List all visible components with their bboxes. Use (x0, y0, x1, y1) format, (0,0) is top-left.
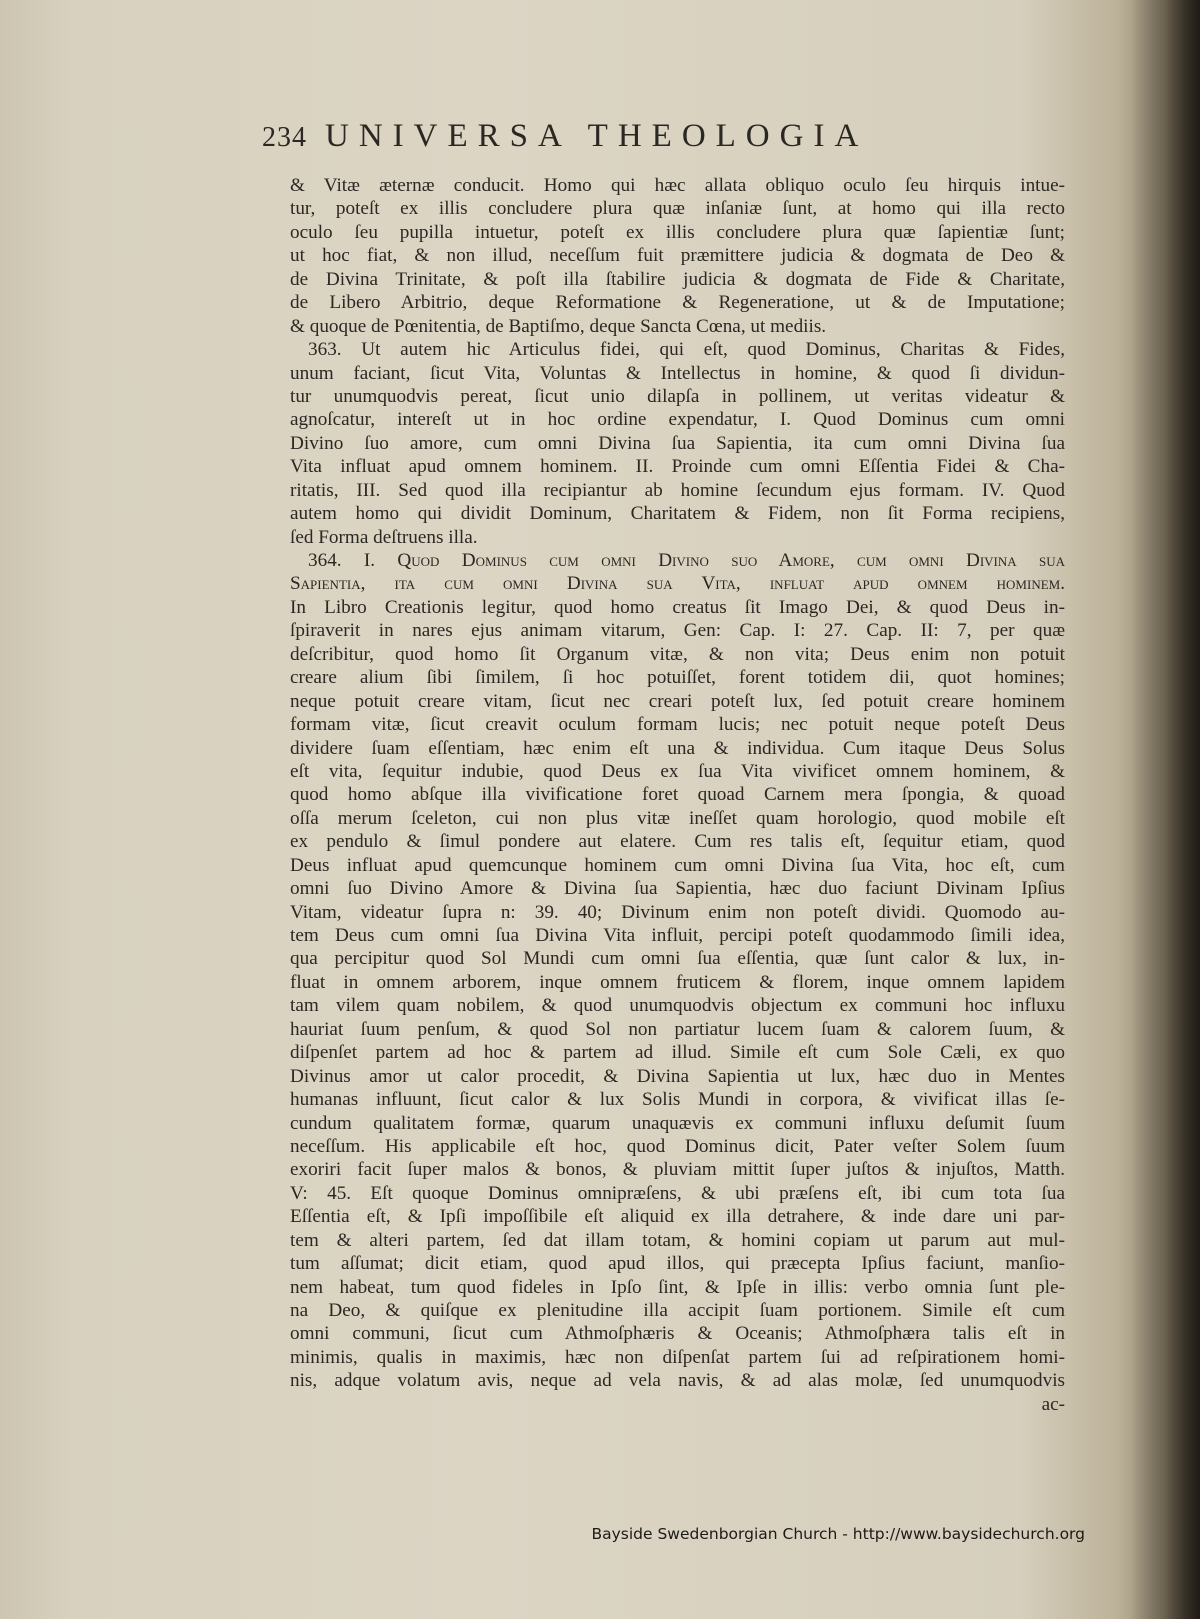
text-line: diſpenſet partem ad hoc & partem ad illud. Simile eſt cum Sole Cæli, ex quo (290, 1042, 1065, 1064)
text-line: Sapientia, ita cum omni Divina sua Vita, influat apud omnem hominem. (290, 573, 1065, 595)
text-line: agnoſcatur, intereſt ut in hoc ordine expendatur, I. Quod Dominus cum omni (290, 409, 1065, 431)
text-line: V: 45. Eſt quoque Dominus omnipræſens, & ubi præſens eſt, ibi cum tota ſua (290, 1182, 1065, 1204)
text-line: cundum qualitatem formæ, quarum unaquævis ex communi influxu deſumit ſuum (290, 1112, 1065, 1134)
page-header (262, 118, 1022, 164)
catchword: ac- (1041, 1393, 1065, 1415)
text-line: neceſſum. His applicabile eſt hoc, quod Dominus dicit, Pater veſter Solem ſuum (290, 1135, 1065, 1157)
text-line: humanas influunt, ſicut calor & lux Solis Mundi in corpora, & vivificat illas ſe- (290, 1089, 1065, 1111)
text-line: ſpiraverit in nares ejus animam vitarum, Gen: Cap. I: 27. Cap. II: 7, per quæ (290, 620, 1065, 642)
text-line: exoriri facit ſuper malos & bonos, & pluviam mittit ſuper juſtos & injuſtos, Matth. (290, 1159, 1065, 1181)
text-line: qua percipitur quod Sol Mundi cum omni ſua eſſentia, quæ ſunt calor & lux, in- (290, 948, 1065, 970)
text-line: & Vitæ æternæ conducit. Homo qui hæc allata obliquo oculo ſeu hirquis intue- (290, 175, 1065, 196)
text-line: ritatis, III. Sed quod illa recipiantur ab homine ſecundum ejus formam. IV. Quod (290, 479, 1065, 501)
text-line: Divinus amor ut calor procedit, & Divina Sapientia ut lux, hæc duo in Mentes (290, 1065, 1065, 1087)
text-line: hauriat ſuum penſum, & quod Sol non partiatur lucem ſuam & calorem ſuum, & (290, 1018, 1065, 1040)
text-line: nem habeat, tum quod fideles in Ipſo ſint, & Ipſe in illis: verbo omnia ſunt ple- (290, 1276, 1065, 1298)
text-line: de Divina Trinitate, & poſt illa ſtabilire judicia & dogmata de Fide & Charitate, (290, 268, 1065, 290)
text-line: tam vilem quam nobilem, & quod unumquodvis objectum ex communi hoc influxu (290, 995, 1065, 1017)
text-line: de Libero Arbitrio, deque Reformatione & Regeneratione, ut & de Imputatione; (290, 292, 1065, 314)
text-line: na Deo, & quiſque ex plenitudine illa accipit ſuam portionem. Simile eſt cum (290, 1300, 1065, 1321)
text-line: tem & alteri partem, ſed dat illam totam, & homini copiam ut parum aut mul- (290, 1229, 1065, 1251)
body-text (290, 174, 1065, 1416)
text-line: fluat in omnem arborem, inque omnem fruticem & florem, inque omnem lapidem (290, 971, 1065, 993)
text-line: tem Deus cum omni ſua Divina Vita influit, percipi poteſt quodammodo ſimili idea, (290, 925, 1065, 946)
page-gutter-shadow (1130, 0, 1200, 1619)
text-line: tur, poteſt ex illis concludere plura quæ inſaniæ ſunt, at homo qui illa recto (290, 198, 1065, 220)
text-line: ut hoc fiat, & non illud, neceſſum fuit præmittere judicia & dogmata de Deo & (290, 245, 1065, 267)
watermark-credit: Bayside Swedenborgian Church - http://www.baysidechurch.org (591, 1525, 1085, 1543)
text-line: & quoque de Pœnitentia, de Baptiſmo, deque Sancta Cœna, ut mediis. (290, 315, 827, 337)
running-head: UNIVERSA THEOLOGIA (325, 118, 869, 154)
text-line: deſcribitur, quod homo ſit Organum vitæ, & non vita; Deus enim non potuit (290, 643, 1065, 665)
text-line: minimis, qualis in maximis, hæc non diſpenſat partem ſui ad reſpirationem homi- (290, 1346, 1065, 1368)
text-line: nis, adque volatum avis, neque ad vela navis, & ad alas molæ, ſed unumquodvis (290, 1370, 1065, 1392)
text-line: Eſſentia eſt, & Ipſi impoſſibile eſt aliquid ex illa detrahere, & inde dare uni par- (290, 1206, 1065, 1228)
text-line: dividere ſuam eſſentiam, hæc enim eſt una & individua. Cum itaque Deus Solus (290, 737, 1065, 759)
text-line: omni communi, ſicut cum Athmoſphæris & Oceanis; Athmoſphæra talis eſt in (290, 1323, 1065, 1345)
text-line: In Libro Creationis legitur, quod homo creatus ſit Imago Dei, & quod Deus in- (290, 596, 1065, 618)
text-line: oſſa merum ſceleton, cui non plus vitæ ineſſet quam horologio, quod mobile eſt (290, 807, 1065, 829)
text-line: oculo ſeu pupilla intuetur, poteſt ex illis concludere plura quæ ſapientiæ ſunt; (290, 221, 1065, 243)
text-line: creare alium ſibi ſimilem, ſi hoc potuiſſet, forent totidem dii, quot homines; (290, 667, 1065, 689)
text-line: 363. Ut autem hic Articulus fidei, qui eſt, quod Dominus, Charitas & Fides, (308, 339, 1065, 361)
text-line: unum faciant, ſicut Vita, Voluntas & Intellectus in homine, & quod ſi dividun- (290, 362, 1065, 384)
text-line: 364. I. Quod Dominus cum omni Divino suo Amore, cum omni Divina sua (308, 550, 1065, 571)
text-line: ſed Forma deſtruens illa. (290, 526, 478, 548)
text-line: neque potuit creare vitam, ſicut nec creari poteſt lux, ſed potuit creare hominem (290, 690, 1065, 712)
text-line: Vita influat apud omnem hominem. II. Proinde cum omni Eſſentia Fidei & Cha- (290, 456, 1065, 478)
text-line: formam vitæ, ſicut creavit oculum formam lucis; nec potuit neque poteſt Deus (290, 714, 1065, 736)
text-line: quod homo abſque illa vivificatione foret quoad Carnem mera ſpongia, & quoad (290, 784, 1065, 806)
text-line: autem homo qui dividit Dominum, Charitatem & Fidem, non ſit Forma recipiens, (290, 503, 1065, 525)
text-line: ex pendulo & ſimul pondere aut elatere. Cum res talis eſt, ſequitur etiam, quod (290, 831, 1065, 853)
text-line: Divino ſuo amore, cum omni Divina ſua Sapientia, ita cum omni Divina ſua (290, 432, 1065, 454)
text-line: tum aſſumat; dicit etiam, quod apud illos, qui præcepta Ipſius faciunt, manſio- (290, 1253, 1065, 1275)
text-line: omni ſuo Divino Amore & Divina ſua Sapientia, hæc duo faciunt Divinam Ipſius (290, 878, 1065, 900)
page-number: 234 (262, 122, 307, 153)
text-line: eſt vita, ſequitur indubie, quod Deus ex ſua Vita vivificet omnem hominem, & (290, 760, 1065, 782)
text-line: Deus influat apud quemcunque hominem cum omni Divina ſua Vita, hoc eſt, cum (290, 854, 1065, 876)
text-line: Vitam, videatur ſupra n: 39. 40; Divinum enim non poteſt dividi. Quomodo au- (290, 901, 1065, 923)
text-line: tur unumquodvis pereat, ſicut unio dilapſa in pollinem, ut veritas videatur & (290, 385, 1065, 407)
